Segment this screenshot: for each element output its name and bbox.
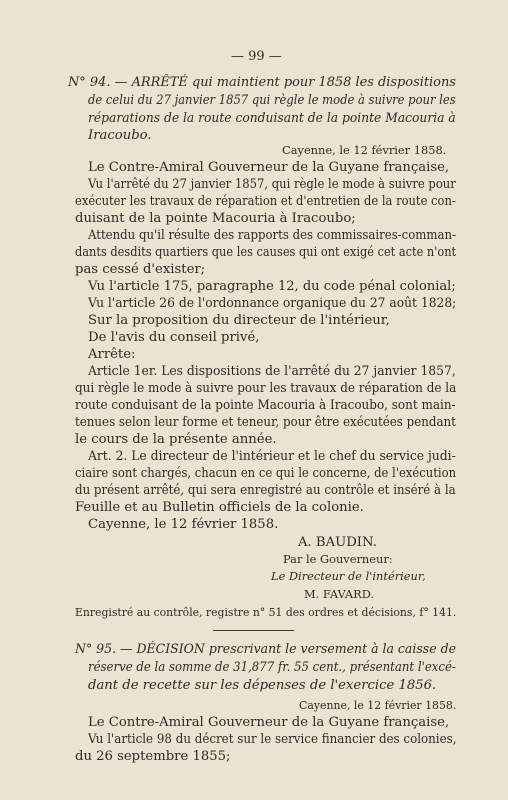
body-line: route conduisant de la pointe Macouria à Iracoubo, sont main- — [75, 398, 456, 413]
body-line: Art. 2. Le directeur de l'intérieur et le chef du service judi- — [88, 449, 456, 464]
par-le-gouverneur: Par le Gouverneur: — [283, 552, 393, 566]
entry-94-heading-line: de celui du 27 janvier 1857 qui règle le mode à suivre pour les — [88, 93, 456, 108]
body-line: Attendu qu'il résulte des rapports des commissaires-comman- — [88, 228, 457, 243]
body-line: du présent arrêté, qui sera enregistré au contrôle et inséré à la — [75, 483, 456, 498]
body-line: Vu l'article 98 du décret sur le service financier des colonies, — [88, 732, 457, 747]
body-line: exécuter les travaux de réparation et d'entretien de la route con- — [75, 194, 456, 209]
entry-95-heading-line: dant de recette sur les dépenses de l'exercice 1856. — [88, 678, 437, 693]
registration-note: Enregistré au contrôle, registre n° 51 des ordres et décisions, f° 141. — [75, 605, 457, 619]
body-line: le cours de la présente année. — [75, 432, 277, 447]
body-line: du 26 septembre 1855; — [75, 749, 231, 764]
directeur-interieur: Le Directeur de l'intérieur, — [271, 569, 426, 583]
entry-94-heading-line: Iracoubo. — [88, 128, 152, 143]
page-number: — 99 — — [231, 49, 282, 64]
body-line: duisant de la pointe Macouria à Iracoubo; — [75, 211, 356, 226]
signature-baudin: A. BAUDIN. — [298, 535, 377, 550]
body-line: dants desdits quartiers que les causes qui ont exigé cet acte n'ont — [75, 245, 457, 260]
body-line: Vu l'article 26 de l'ordonnance organique du 27 août 1828; — [88, 296, 457, 311]
entry-95-heading-line: N° 95. — DÉCISION prescrivant le versement à la caisse de — [75, 642, 456, 657]
body-line: Arrête: — [88, 347, 136, 362]
body-line: Cayenne, le 12 février 1858. — [88, 517, 279, 532]
entry-94-heading-line: N° 94. — ARRÊTÉ qui maintient pour 1858 les dispositions — [68, 75, 456, 90]
body-line: Feuille et au Bulletin officiels de la colonie. — [75, 500, 364, 515]
signature-favard: M. FAVARD. — [304, 587, 375, 601]
body-line: Sur la proposition du directeur de l'intérieur, — [88, 313, 390, 328]
body-line: Vu l'article 175, paragraphe 12, du code pénal colonial; — [88, 279, 456, 294]
section-divider — [213, 630, 294, 631]
entry-94-place-date: Cayenne, le 12 février 1858. — [282, 143, 447, 157]
body-line: Le Contre-Amiral Gouverneur de la Guyane française, — [88, 160, 450, 175]
body-line: Le Contre-Amiral Gouverneur de la Guyane française, — [88, 715, 450, 730]
body-line: ciaire sont chargés, chacun en ce qui le concerne, de l'exécution — [75, 466, 457, 481]
entry-95-place-date: Cayenne, le 12 février 1858. — [299, 698, 457, 712]
body-line: Article 1er. Les dispositions de l'arrêté du 27 janvier 1857, — [88, 364, 456, 379]
body-line: tenues selon leur forme et teneur, pour être exécutées pendant — [75, 415, 456, 430]
body-line: qui règle le mode à suivre pour les travaux de réparation de la — [75, 381, 457, 396]
body-line: De l'avis du conseil privé, — [88, 330, 260, 345]
body-line: Vu l'arrêté du 27 janvier 1857, qui règle le mode à suivre pour — [88, 177, 456, 192]
entry-95-heading-line: réserve de la somme de 31,877 fr. 55 cent., présentant l'excé- — [88, 660, 456, 675]
body-line: pas cessé d'exister; — [75, 262, 206, 277]
entry-94-heading-line: réparations de la route conduisant de la pointe Macouria à — [88, 111, 456, 126]
